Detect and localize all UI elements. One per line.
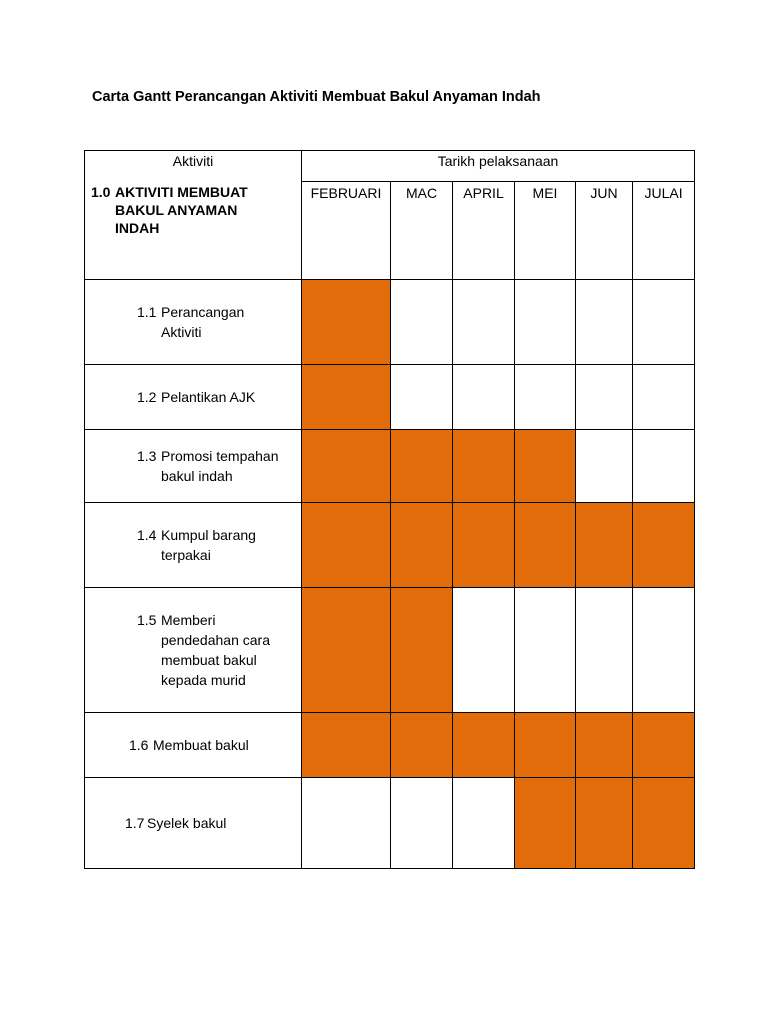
section-number: 1.0 — [91, 184, 111, 200]
activity-number: 1.2 — [137, 389, 157, 405]
gantt-bar-cell — [391, 503, 453, 588]
month-label: JULAI — [644, 185, 683, 201]
activity-cell — [85, 503, 302, 588]
activity-name: Promosi tempahan bakul indah — [161, 448, 279, 484]
activity-number: 1.7 — [125, 815, 145, 831]
gantt-empty-cell — [633, 430, 695, 503]
gantt-bar-cell — [302, 280, 391, 365]
gantt-empty-cell — [576, 280, 633, 365]
gantt-empty-cell — [302, 778, 391, 869]
month-label: MAC — [405, 185, 438, 201]
gantt-bar-cell — [576, 713, 633, 778]
section-title: AKTIVITI MEMBUAT BAKUL ANYAMAN INDAH — [115, 184, 248, 236]
gantt-bar-cell — [302, 588, 391, 713]
activity-row — [85, 503, 695, 588]
activity-label — [85, 302, 301, 342]
gantt-bar-cell — [302, 365, 391, 430]
gantt-bar-cell — [515, 503, 576, 588]
activity-label — [85, 525, 301, 565]
gantt-bar-cell — [391, 430, 453, 503]
month-label: MEI — [532, 185, 558, 201]
gantt-bar-cell — [302, 430, 391, 503]
month-header — [515, 182, 576, 280]
gantt-empty-cell — [576, 430, 633, 503]
document-title: Carta Gantt Perancangan Aktiviti Membuat Bakul Anyaman Indah — [92, 89, 541, 105]
gantt-bar-cell — [576, 778, 633, 869]
activity-cell — [85, 430, 302, 503]
activity-cell — [85, 365, 302, 430]
gantt-empty-cell — [576, 588, 633, 713]
activity-cell — [85, 280, 302, 365]
month-header — [302, 182, 391, 280]
activity-header-cell — [85, 151, 302, 280]
gantt-empty-cell — [453, 365, 515, 430]
month-header — [391, 182, 453, 280]
section-heading — [85, 183, 301, 237]
activity-number: 1.1 — [137, 304, 157, 320]
gantt-bar-cell — [453, 713, 515, 778]
gantt-bar-cell — [302, 503, 391, 588]
month-header — [576, 182, 633, 280]
gantt-bar-cell — [515, 430, 576, 503]
gantt-empty-cell — [633, 588, 695, 713]
activity-number: 1.4 — [137, 527, 157, 543]
gantt-bar-cell — [633, 713, 695, 778]
gantt-bar-cell — [391, 588, 453, 713]
gantt-bar-cell — [515, 713, 576, 778]
gantt-empty-cell — [515, 280, 576, 365]
gantt-empty-cell — [515, 365, 576, 430]
activity-row — [85, 588, 695, 713]
gantt-empty-cell — [453, 778, 515, 869]
activity-name: Membuat bakul — [153, 737, 249, 753]
activity-cell — [85, 588, 302, 713]
activity-label — [85, 813, 301, 833]
gantt-bar-cell — [391, 713, 453, 778]
activity-name: Syelek bakul — [147, 815, 227, 831]
gantt-bar-cell — [302, 713, 391, 778]
activity-row — [85, 280, 695, 365]
activity-header: Aktiviti — [172, 153, 214, 169]
gantt-empty-cell — [633, 365, 695, 430]
activity-name: Pelantikan AJK — [161, 389, 256, 405]
gantt-empty-cell — [391, 778, 453, 869]
header-row — [85, 151, 695, 182]
activity-row — [85, 430, 695, 503]
month-header — [633, 182, 695, 280]
month-label: JUN — [590, 185, 618, 201]
activity-name: Memberi pendedahan cara membuat bakul kepada murid — [161, 612, 270, 688]
month-label: FEBRUARI — [310, 185, 382, 201]
activity-cell — [85, 778, 302, 869]
gantt-empty-cell — [515, 588, 576, 713]
gantt-empty-cell — [633, 280, 695, 365]
gantt-bar-cell — [633, 503, 695, 588]
activity-name: Perancangan Aktiviti — [161, 304, 245, 340]
gantt-bar-cell — [453, 430, 515, 503]
gantt-empty-cell — [576, 365, 633, 430]
activity-row — [85, 365, 695, 430]
activity-label — [85, 387, 301, 407]
activity-label — [85, 446, 301, 486]
gantt-bar-cell — [576, 503, 633, 588]
activity-row — [85, 778, 695, 869]
gantt-empty-cell — [453, 280, 515, 365]
dates-header: Tarikh pelaksanaan — [302, 151, 695, 182]
gantt-bar-cell — [453, 503, 515, 588]
activity-row — [85, 713, 695, 778]
activity-label — [85, 735, 301, 755]
activity-number: 1.3 — [137, 448, 157, 464]
month-label: APRIL — [463, 185, 504, 201]
activity-number: 1.5 — [137, 612, 157, 628]
gantt-bar-cell — [633, 778, 695, 869]
gantt-empty-cell — [453, 588, 515, 713]
month-header — [453, 182, 515, 280]
gantt-bar-cell — [515, 778, 576, 869]
activity-label — [85, 610, 301, 690]
activity-name: Kumpul barang terpakai — [161, 527, 256, 563]
gantt-empty-cell — [391, 280, 453, 365]
activity-number: 1.6 — [129, 737, 149, 753]
gantt-empty-cell — [391, 365, 453, 430]
gantt-table — [84, 150, 695, 869]
activity-cell — [85, 713, 302, 778]
